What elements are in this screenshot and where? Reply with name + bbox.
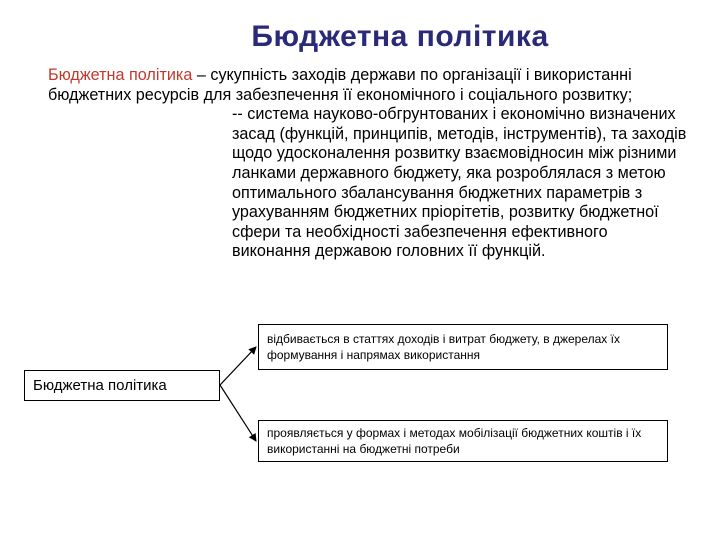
top-effect-text: відбивається в статтях доходів і витрат бюджету, в джерелах їх формування і напрямах використання	[267, 332, 620, 362]
center-policy-box	[24, 370, 220, 401]
bottom-effect-text: проявляється у формах і методах мобілізації бюджетних коштів і їх використанні на бюджетні потреби	[267, 426, 642, 456]
arrow-to-bottom-box	[220, 385, 256, 441]
page-title: Бюджетна політика	[251, 20, 549, 53]
definition-line1: – сукупність заходів держави по організації і використанні бюджетних ресурсів для забезпечення її економічного і соціального розвитку;	[48, 66, 633, 104]
bottom-effect-box	[258, 420, 668, 462]
arrow-to-top-box	[220, 347, 256, 385]
center-policy-label: Бюджетна політика	[33, 377, 167, 394]
definition-term: Бюджетна політика	[48, 66, 193, 84]
definition-line2-text: -- система науково-обгрунтованих і економічно визначених засад (функцій, принципів, методів, інструментів), та заходів щодо удосконалення розвитку взаємовідносин між різними ланками державного бюджету, яка розроблялася з метою оптимального збалансування бюджетних параметрів з урахуванням бюджетних пріорітетів, розвитку бюджетної сфери та необхідності забезпечення ефективного виконання державою головних її функцій.	[232, 105, 687, 261]
top-effect-box	[258, 324, 668, 370]
